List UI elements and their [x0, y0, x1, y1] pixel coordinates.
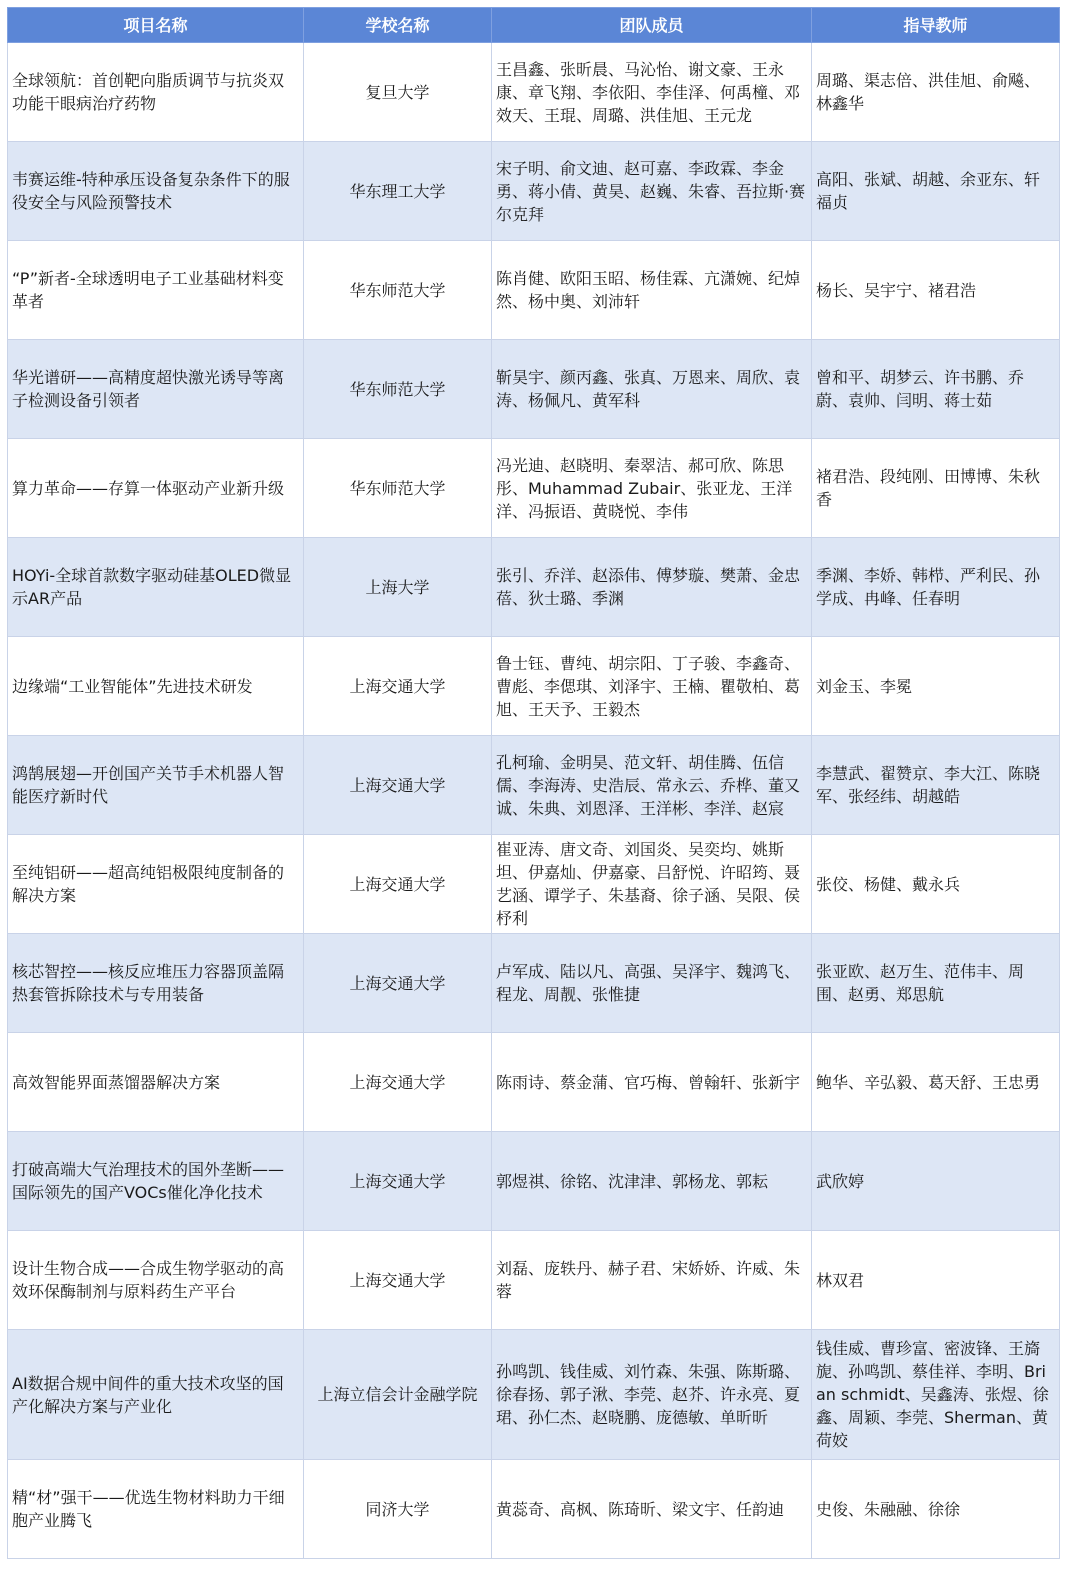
- members-cell: 孔柯瑜、金明昊、范文轩、胡佳腾、伍信儒、李海涛、史浩辰、常永云、乔桦、董又诚、朱典、刘恩泽、王洋彬、李洋、赵宸: [492, 736, 812, 835]
- table-row: [8, 1132, 1060, 1231]
- table-body: [8, 43, 1060, 1559]
- table-row: [8, 934, 1060, 1033]
- school-cell: 上海大学: [304, 538, 492, 637]
- school-cell: 上海交通大学: [304, 1132, 492, 1231]
- school-cell: 同济大学: [304, 1460, 492, 1559]
- members-cell: 冯光迪、赵晓明、秦翠洁、郝可欣、陈思彤、Muhammad Zubair、张亚龙、王洋洋、冯振语、黄晓悦、李伟: [492, 439, 812, 538]
- project-cell: 至纯铝研——超高纯铝极限纯度制备的解决方案: [8, 835, 304, 934]
- project-cell: HOYi-全球首款数字驱动硅基OLED微显示AR产品: [8, 538, 304, 637]
- advisors-cell: 钱佳威、曹珍富、密波锋、王旖旎、孙鸣凯、蔡佳祥、李明、Brian schmidt、吴鑫涛、张煜、徐鑫、周颖、李莞、Sherman、黄荷姣: [812, 1330, 1060, 1460]
- advisors-cell: 鲍华、辛弘毅、葛天舒、王忠勇: [812, 1033, 1060, 1132]
- table-row: [8, 1460, 1060, 1559]
- project-cell: 边缘端“工业智能体”先进技术研发: [8, 637, 304, 736]
- school-cell: 华东师范大学: [304, 241, 492, 340]
- members-cell: 宋子明、俞文迪、赵可嘉、李政霖、李金勇、蒋小倩、黄昊、赵巍、朱睿、吾拉斯·赛尔克拜: [492, 142, 812, 241]
- project-cell: 韦赛运维-特种承压设备复杂条件下的服役安全与风险预警技术: [8, 142, 304, 241]
- school-cell: 上海交通大学: [304, 835, 492, 934]
- advisors-cell: 周璐、渠志倍、洪佳旭、俞飚、林鑫华: [812, 43, 1060, 142]
- project-cell: 高效智能界面蒸馏器解决方案: [8, 1033, 304, 1132]
- project-cell: “P”新者-全球透明电子工业基础材料变革者: [8, 241, 304, 340]
- members-cell: 刘磊、庞轶丹、赫子君、宋娇娇、许威、朱蓉: [492, 1231, 812, 1330]
- project-cell: 鸿鹄展翅—开创国产关节手术机器人智能医疗新时代: [8, 736, 304, 835]
- table-row: [8, 1033, 1060, 1132]
- members-cell: 郭煜祺、徐铭、沈津津、郭杨龙、郭耘: [492, 1132, 812, 1231]
- table-row: [8, 340, 1060, 439]
- table-wrapper: [7, 7, 1059, 1559]
- advisors-cell: 刘金玉、李冕: [812, 637, 1060, 736]
- project-cell: AI数据合规中间件的重大技术攻坚的国产化解决方案与产业化: [8, 1330, 304, 1460]
- members-cell: 陈肖健、欧阳玉昭、杨佳霖、亢潇婉、纪焯然、杨中奥、刘沛轩: [492, 241, 812, 340]
- advisors-cell: 李慧武、翟赞京、李大江、陈晓军、张经纬、胡越皓: [812, 736, 1060, 835]
- table-row: [8, 43, 1060, 142]
- members-cell: 王昌鑫、张昕晨、马沁怡、谢文豪、王永康、章飞翔、李依阳、李佳泽、何禹橦、邓效天、王琨、周璐、洪佳旭、王元龙: [492, 43, 812, 142]
- members-cell: 陈雨诗、蔡金蒲、官巧梅、曾翰轩、张新宇: [492, 1033, 812, 1132]
- header-advisors: 指导教师: [812, 8, 1060, 43]
- header-project-name: 项目名称: [8, 8, 304, 43]
- table-row: [8, 637, 1060, 736]
- members-cell: 靳昊宇、颜丙鑫、张真、万恩来、周欣、袁涛、杨佩凡、黄军科: [492, 340, 812, 439]
- school-cell: 上海交通大学: [304, 736, 492, 835]
- advisors-cell: 季渊、李娇、韩栉、严利民、孙学成、冉峰、任春明: [812, 538, 1060, 637]
- table-row: [8, 1231, 1060, 1330]
- school-cell: 华东师范大学: [304, 340, 492, 439]
- table-row: [8, 439, 1060, 538]
- school-cell: 上海交通大学: [304, 934, 492, 1033]
- advisors-cell: 武欣婷: [812, 1132, 1060, 1231]
- school-cell: 上海交通大学: [304, 637, 492, 736]
- project-cell: 全球领航：首创靶向脂质调节与抗炎双功能干眼病治疗药物: [8, 43, 304, 142]
- table-row: [8, 142, 1060, 241]
- school-cell: 上海交通大学: [304, 1231, 492, 1330]
- advisors-cell: 史俊、朱融融、徐徐: [812, 1460, 1060, 1559]
- project-table: [7, 7, 1060, 1559]
- members-cell: 孙鸣凯、钱佳威、刘竹森、朱强、陈斯璐、徐春扬、郭子湫、李莞、赵芥、许永亮、夏珺、孙仁杰、赵晓鹏、庞德敏、单昕昕: [492, 1330, 812, 1460]
- project-cell: 精“材”强干——优选生物材料助力干细胞产业腾飞: [8, 1460, 304, 1559]
- advisors-cell: 高阳、张斌、胡越、余亚东、轩福贞: [812, 142, 1060, 241]
- members-cell: 鲁士钰、曹纯、胡宗阳、丁子骏、李鑫奇、曹彪、李偲琪、刘泽宇、王楠、瞿敬柏、葛旭、王天予、王毅杰: [492, 637, 812, 736]
- table-row: [8, 1330, 1060, 1460]
- members-cell: 崔亚涛、唐文奇、刘国炎、吴奕均、姚斯坦、伊嘉灿、伊嘉豪、吕舒悦、许昭筠、聂艺涵、谭学子、朱基裔、徐子涵、吴限、侯杼利: [492, 835, 812, 934]
- project-cell: 算力革命——存算一体驱动产业新升级: [8, 439, 304, 538]
- project-cell: 打破高端大气治理技术的国外垄断——国际领先的国产VOCs催化净化技术: [8, 1132, 304, 1231]
- project-cell: 核芯智控——核反应堆压力容器顶盖隔热套管拆除技术与专用装备: [8, 934, 304, 1033]
- table-row: [8, 241, 1060, 340]
- advisors-cell: 褚君浩、段纯刚、田博博、朱秋香: [812, 439, 1060, 538]
- header-school-name: 学校名称: [304, 8, 492, 43]
- school-cell: 华东师范大学: [304, 439, 492, 538]
- advisors-cell: 林双君: [812, 1231, 1060, 1330]
- members-cell: 黄蕊奇、高枫、陈琦昕、梁文宇、任韵迪: [492, 1460, 812, 1559]
- table-row: [8, 835, 1060, 934]
- advisors-cell: 杨长、吴宇宁、褚君浩: [812, 241, 1060, 340]
- table-row: [8, 736, 1060, 835]
- school-cell: 复旦大学: [304, 43, 492, 142]
- school-cell: 上海交通大学: [304, 1033, 492, 1132]
- table-row: [8, 538, 1060, 637]
- school-cell: 上海立信会计金融学院: [304, 1330, 492, 1460]
- project-cell: 华光谱研——高精度超快激光诱导等离子检测设备引领者: [8, 340, 304, 439]
- project-cell: 设计生物合成——合成生物学驱动的高效环保酶制剂与原料药生产平台: [8, 1231, 304, 1330]
- advisors-cell: 曾和平、胡梦云、许书鹏、乔蔚、袁帅、闫明、蒋士茹: [812, 340, 1060, 439]
- table-header-row: [8, 8, 1060, 43]
- advisors-cell: 张亚欧、赵万生、范伟丰、周围、赵勇、郑思航: [812, 934, 1060, 1033]
- members-cell: 张引、乔洋、赵添伟、傅梦璇、樊萧、金忠蓓、狄士璐、季渊: [492, 538, 812, 637]
- header-team-members: 团队成员: [492, 8, 812, 43]
- advisors-cell: 张佼、杨健、戴永兵: [812, 835, 1060, 934]
- members-cell: 卢军成、陆以凡、高强、吴泽宇、魏鸿飞、程龙、周靓、张惟捷: [492, 934, 812, 1033]
- school-cell: 华东理工大学: [304, 142, 492, 241]
